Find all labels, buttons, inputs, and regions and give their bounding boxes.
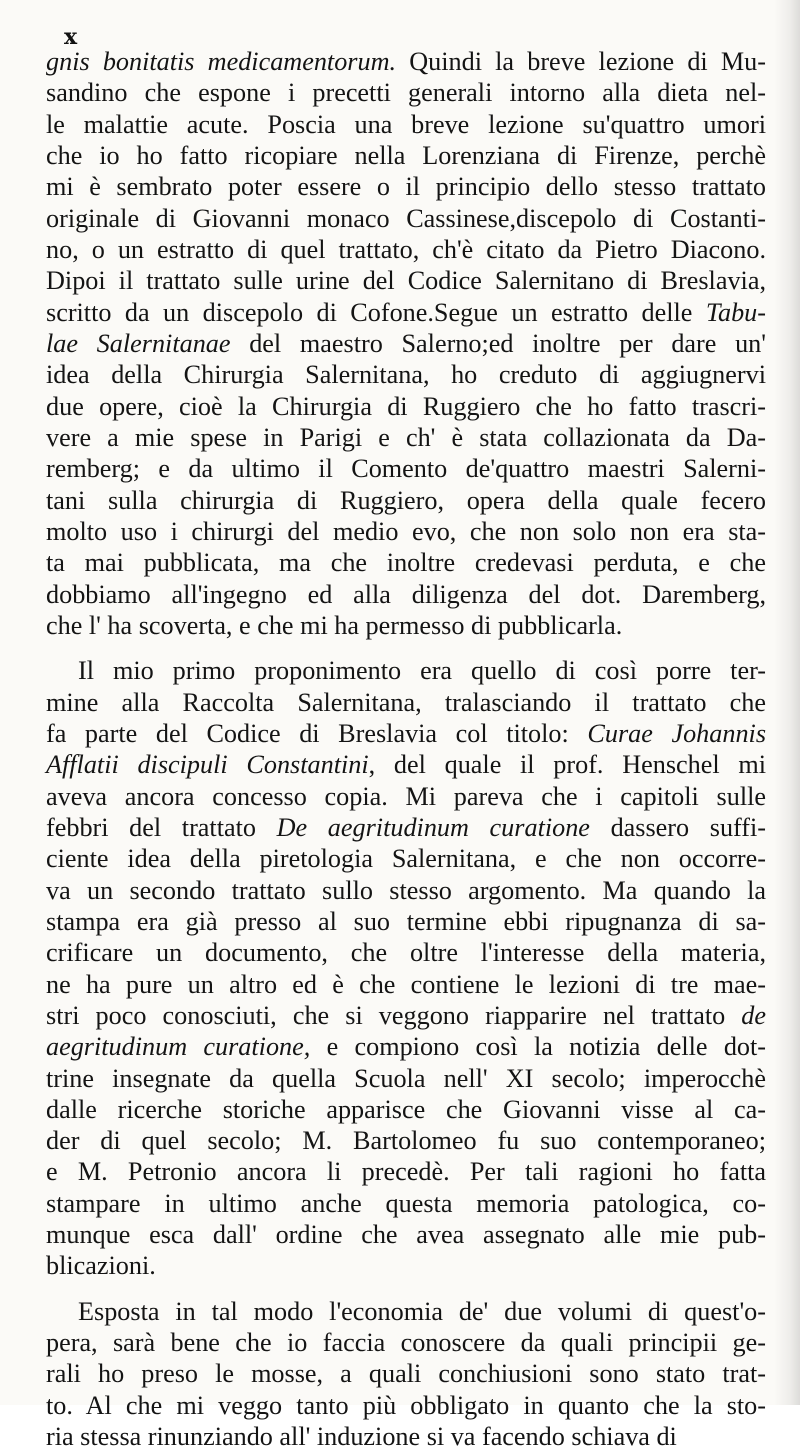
text-run: sandino che espone i precetti generali intorno alla dieta nel- bbox=[46, 78, 766, 108]
text-run: idea della Chirurgia Salernitana, ho creduto di aggiugnervi bbox=[46, 360, 766, 390]
text-line bbox=[46, 781, 766, 812]
text-run: e compiono così la notizia delle dot- bbox=[310, 1032, 767, 1062]
text-line bbox=[46, 1327, 766, 1358]
text-line bbox=[46, 687, 766, 718]
text-line bbox=[46, 906, 766, 937]
text-line bbox=[46, 1219, 766, 1250]
text-line bbox=[46, 1156, 766, 1187]
text-line bbox=[46, 937, 766, 968]
text-line bbox=[46, 1421, 766, 1452]
paragraph bbox=[46, 46, 766, 641]
paragraph bbox=[46, 1296, 766, 1452]
text-run: munque esca dall' ordine che avea assegnato alle mie pub- bbox=[46, 1220, 766, 1250]
text-line bbox=[46, 1250, 766, 1281]
text-run: aveva ancora concesso copia. Mi pareva che i capitoli sulle bbox=[46, 781, 766, 811]
text-run: due opere, cioè la Chirurgia di Ruggiero che ho fatto trascri- bbox=[46, 391, 766, 421]
text-run: Quindi la breve lezione di Mu- bbox=[396, 47, 766, 76]
text-run: ne ha pure un altro ed è che contiene le lezioni di tre mae- bbox=[46, 969, 766, 999]
text-run: rali ho preso le mosse, a quali conchiusioni sono stato trat- bbox=[46, 1359, 766, 1389]
text-line bbox=[46, 1125, 766, 1156]
text-line bbox=[46, 1390, 766, 1421]
text-line bbox=[46, 655, 766, 686]
italic-text: de bbox=[741, 1000, 766, 1030]
paragraph-gap bbox=[46, 641, 766, 655]
text-run: to. Al che mi veggo tanto più obbligato in quanto che la sto- bbox=[46, 1390, 766, 1420]
text-line bbox=[46, 843, 766, 874]
text-run: Dipoi il trattato sulle urine del Codice Salernitano di Breslavia, bbox=[46, 266, 766, 296]
text-line bbox=[46, 234, 766, 265]
text-run: fa parte del Codice di Breslavia col titolo: bbox=[46, 718, 588, 748]
text-line bbox=[46, 812, 766, 843]
italic-text: gnis bonitatis medicamentorum. bbox=[46, 47, 397, 76]
text-run: scritto da un discepolo di Cofone.Segue un estratto delle bbox=[46, 297, 706, 327]
text-line bbox=[46, 265, 766, 296]
text-run: ria stessa rinunziando all' induzione si va facendo schiava di bbox=[46, 1422, 677, 1452]
italic-text: Tabu- bbox=[705, 297, 766, 327]
text-run: Esposta in tal modo l'economia de' due volumi di quest'o- bbox=[78, 1296, 766, 1326]
text-line bbox=[46, 171, 766, 202]
text-run: febbri del trattato bbox=[46, 812, 277, 842]
text-line bbox=[46, 46, 766, 77]
text-line bbox=[46, 610, 766, 641]
text-run: molto uso i chirurgi del medio evo, che non solo non era sta- bbox=[46, 516, 766, 546]
text-run: vere a mie spese in Parigi e ch' è stata collazionata da Da- bbox=[46, 422, 766, 452]
text-run: e M. Petronio ancora li precedè. Per tali ragioni ho fatta bbox=[46, 1157, 766, 1187]
page-edge-shadow bbox=[774, 0, 800, 1405]
text-run: va un secondo trattato sullo stesso argomento. Ma quando la bbox=[46, 875, 766, 905]
text-line bbox=[46, 422, 766, 453]
text-line bbox=[46, 1296, 766, 1327]
text-run: che io ho fatto ricopiare nella Lorenziana di Firenze, perchè bbox=[46, 140, 766, 170]
paragraph bbox=[46, 655, 766, 1282]
text-line bbox=[46, 391, 766, 422]
text-line bbox=[46, 579, 766, 610]
text-line bbox=[46, 516, 766, 547]
text-run: no, o un estratto di quel trattato, ch'è citato da Pietro Diacono. bbox=[46, 234, 766, 264]
text-line bbox=[46, 969, 766, 1000]
text-run: dobbiamo all'ingegno ed alla diligenza del dot. Daremberg, bbox=[46, 579, 766, 609]
body-text bbox=[46, 46, 766, 1452]
text-run: dalle ricerche storiche apparisce che Giovanni visse al ca- bbox=[46, 1094, 766, 1124]
text-run: originale di Giovanni monaco Cassinese,discepolo di Costanti- bbox=[46, 203, 766, 233]
text-run: Il mio primo proponimento era quello di così porre ter- bbox=[78, 656, 766, 686]
text-line bbox=[46, 547, 766, 578]
text-run: stampare in ultimo anche questa memoria patologica, co- bbox=[46, 1188, 766, 1218]
italic-text: aegritudinum curatione, bbox=[46, 1032, 311, 1062]
text-line bbox=[46, 109, 766, 140]
text-run: remberg; e da ultimo il Comento de'quattro maestri Salerni- bbox=[46, 454, 766, 484]
text-run: der di quel secolo; M. Bartolomeo fu suo contemporaneo; bbox=[46, 1126, 766, 1156]
italic-text: lae Salernitanae bbox=[46, 328, 231, 358]
text-line bbox=[46, 203, 766, 234]
text-run: trine insegnate da quella Scuola nell' XI secolo; imperocchè bbox=[46, 1063, 766, 1093]
text-run: del maestro Salerno;ed inoltre per dare un' bbox=[230, 328, 766, 358]
text-run: dassero suffi- bbox=[589, 812, 767, 842]
text-line bbox=[46, 749, 766, 780]
text-run: pera, sarà bene che io faccia conoscere da quali principii ge- bbox=[46, 1328, 766, 1358]
text-run: mi è sembrato poter essere o il principio dello stesso trattato bbox=[46, 172, 766, 202]
text-line bbox=[46, 718, 766, 749]
italic-text: Curae Johannis bbox=[587, 718, 767, 748]
italic-text: Afflatii discipuli Constantini bbox=[46, 750, 369, 780]
text-line bbox=[46, 453, 766, 484]
text-line bbox=[46, 1188, 766, 1219]
page-number: x bbox=[64, 24, 79, 50]
text-line bbox=[46, 875, 766, 906]
text-line bbox=[46, 1031, 766, 1062]
text-run: ciente idea della piretologia Salernitana, e che non occorre- bbox=[46, 844, 766, 874]
text-line bbox=[46, 77, 766, 108]
text-run: , del quale il prof. Henschel mi bbox=[368, 750, 766, 780]
text-run: tani sulla chirurgia di Ruggiero, opera della quale fecero bbox=[46, 485, 766, 515]
text-run: che l' ha scoverta, e che mi ha permesso di pubblicarla. bbox=[46, 610, 623, 640]
text-run: stri poco conosciuti, che si veggono riapparire nel trattato bbox=[46, 1000, 742, 1030]
text-run: le malattie acute. Poscia una breve lezione su'quattro umori bbox=[46, 109, 766, 139]
text-run: blicazioni. bbox=[46, 1251, 156, 1281]
text-line bbox=[46, 140, 766, 171]
text-run: ta mai pubblicata, ma che inoltre credevasi perduta, e che bbox=[46, 548, 766, 578]
text-line bbox=[46, 1358, 766, 1389]
paragraph-gap bbox=[46, 1282, 766, 1296]
text-run: mine alla Raccolta Salernitana, tralasciando il trattato che bbox=[46, 687, 766, 717]
text-line bbox=[46, 297, 766, 328]
text-line bbox=[46, 1000, 766, 1031]
text-line bbox=[46, 328, 766, 359]
text-run: crificare un documento, che oltre l'interesse della materia, bbox=[46, 938, 766, 968]
text-line bbox=[46, 485, 766, 516]
text-line bbox=[46, 359, 766, 390]
italic-text: De aegritudinum curatione bbox=[276, 812, 590, 842]
text-line bbox=[46, 1094, 766, 1125]
text-line bbox=[46, 1063, 766, 1094]
text-run: stampa era già presso al suo termine ebbi ripugnanza di sa- bbox=[46, 906, 766, 936]
